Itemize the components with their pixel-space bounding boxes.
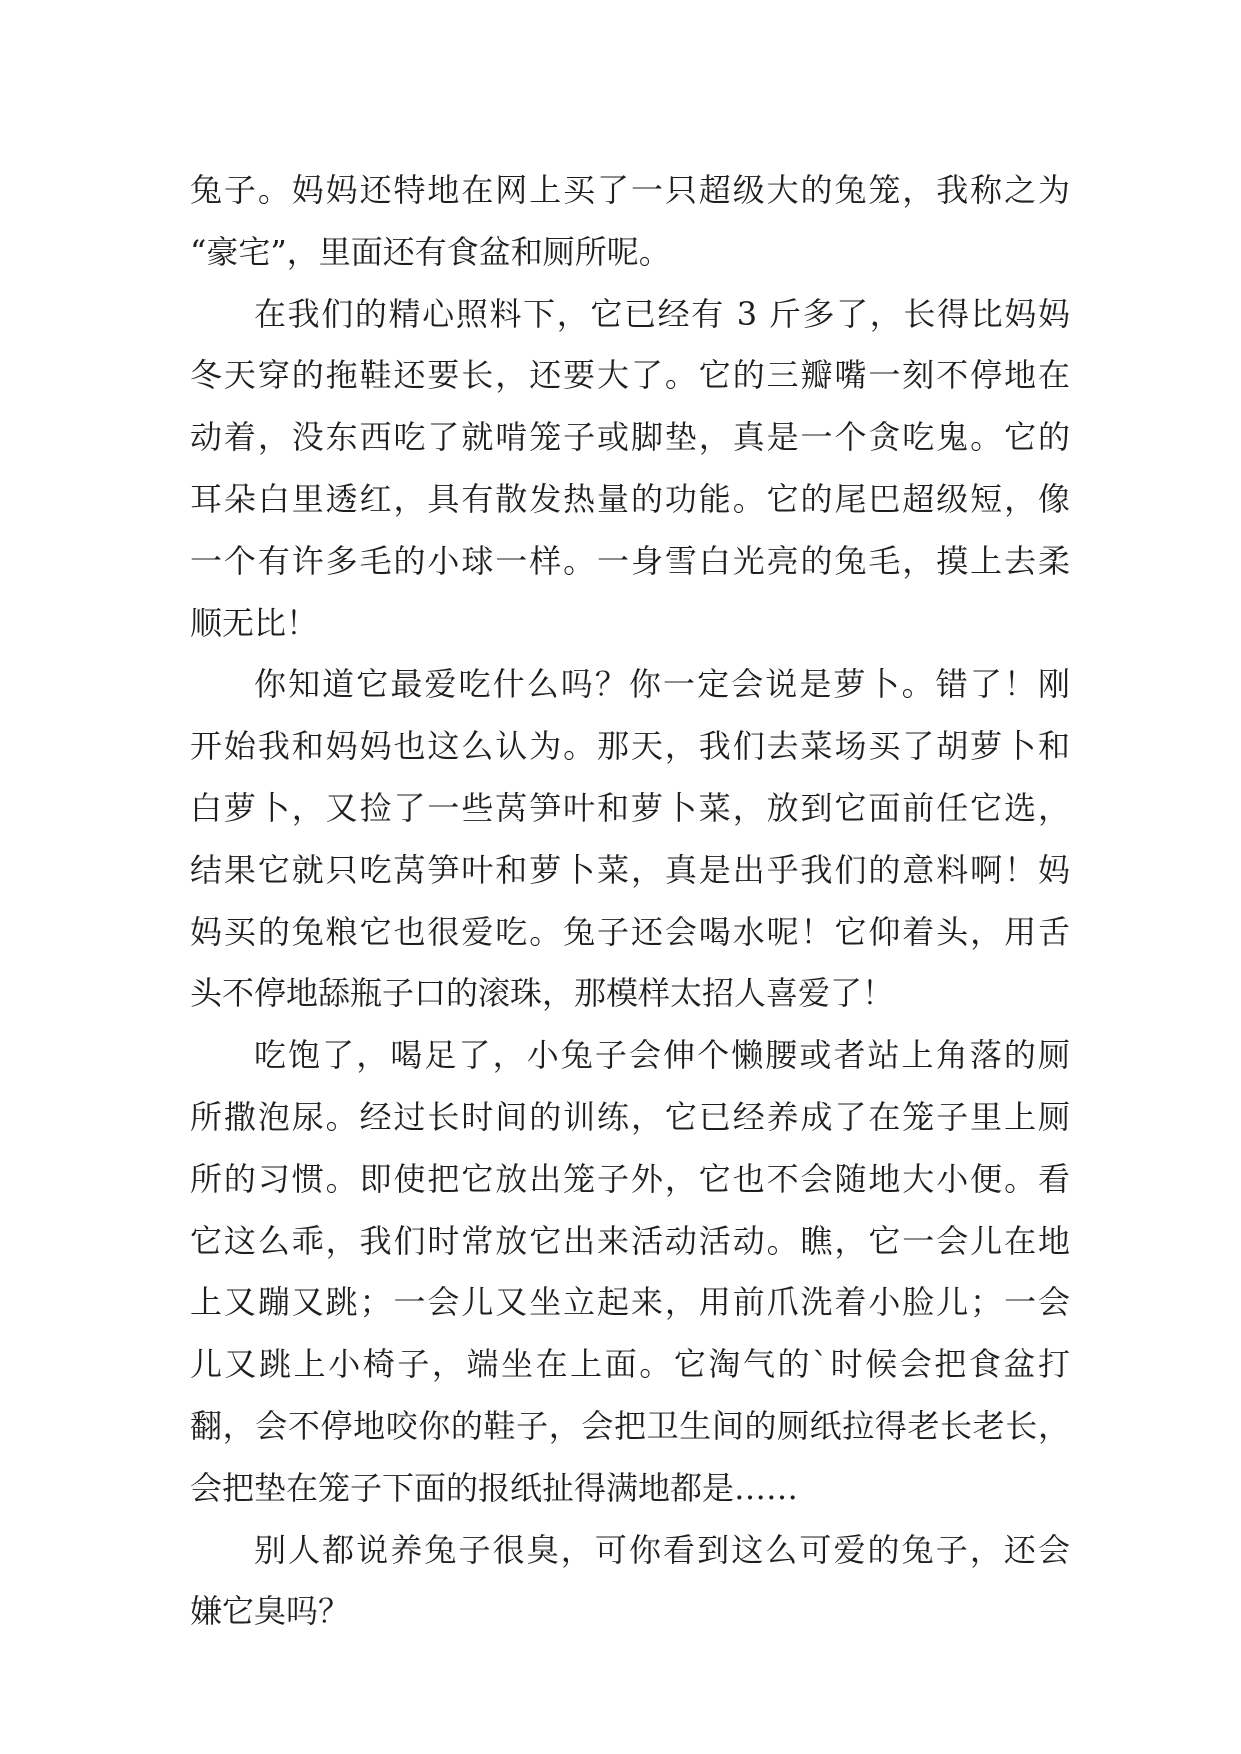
text-line: “豪宅”，里面还有食盆和厕所呢。	[190, 232, 671, 271]
text-line: 嫌它臭吗？	[190, 1592, 351, 1631]
text-line: 头不停地舔瓶子口的滚珠，那模样太招人喜爱了！	[190, 974, 895, 1013]
text-line: 翻，会不停地咬你的鞋子，会把卫生间的厕纸拉得老长老长，	[190, 1406, 1070, 1445]
text-line: 妈买的兔粮它也很爱吃。兔子还会喝水呢！它仰着头，用舌	[190, 912, 1070, 951]
paragraph-2	[190, 284, 1070, 655]
text-line: 吃饱了，喝足了，小兔子会伸个懒腰或者站上角落的厕	[254, 1036, 1070, 1075]
text-line: 所撒泡尿。经过长时间的训练，它已经养成了在笼子里上厕	[190, 1097, 1070, 1136]
text-line: 儿又跳上小椅子，端坐在上面。它淘气的`时候会把食盆打	[190, 1345, 1070, 1384]
text-line: 你知道它最爱吃什么吗？你一定会说是萝卜。错了！刚	[254, 665, 1070, 704]
paragraph-4	[190, 1025, 1070, 1519]
text-line: 兔子。妈妈还特地在网上买了一只超级大的兔笼，我称之为	[190, 171, 1070, 209]
text-line: 一个有许多毛的小球一样。一身雪白光亮的兔毛，摸上去柔	[190, 541, 1070, 580]
text-line: 上又蹦又跳；一会儿又坐立起来，用前爪洗着小脸儿；一会	[190, 1283, 1070, 1322]
essay-body	[190, 160, 1070, 1643]
text-line: 顺无比！	[190, 603, 319, 642]
paragraph-1	[190, 160, 1070, 284]
text-line: 开始我和妈妈也这么认为。那天，我们去菜场买了胡萝卜和	[190, 727, 1070, 766]
text-line: 所的习惯。即使把它放出笼子外，它也不会随地大小便。看	[190, 1159, 1070, 1198]
paragraph-5	[190, 1520, 1070, 1644]
paragraph-3	[190, 654, 1070, 1025]
text-line: 动着，没东西吃了就啃笼子或脚垫，真是一个贪吃鬼。它的	[190, 418, 1070, 457]
text-line: 白萝卜，又捡了一些莴笋叶和萝卜菜，放到它面前任它选，	[190, 788, 1070, 827]
text-line: 结果它就只吃莴笋叶和萝卜菜，真是出乎我们的意料啊！妈	[190, 850, 1070, 889]
text-line: 冬天穿的拖鞋还要长，还要大了。它的三瓣嘴一刻不停地在	[190, 356, 1070, 395]
text-line: 它这么乖，我们时常放它出来活动活动。瞧，它一会儿在地	[190, 1221, 1070, 1260]
text-line: 会把垫在笼子下面的报纸扯得满地都是……	[190, 1468, 799, 1507]
text-line: 在我们的精心照料下，它已经有 3 斤多了，长得比妈妈	[254, 294, 1070, 333]
text-line: 别人都说养兔子很臭，可你看到这么可爱的兔子，还会	[254, 1530, 1070, 1569]
text-line: 耳朵白里透红，具有散发热量的功能。它的尾巴超级短，像	[190, 479, 1070, 518]
